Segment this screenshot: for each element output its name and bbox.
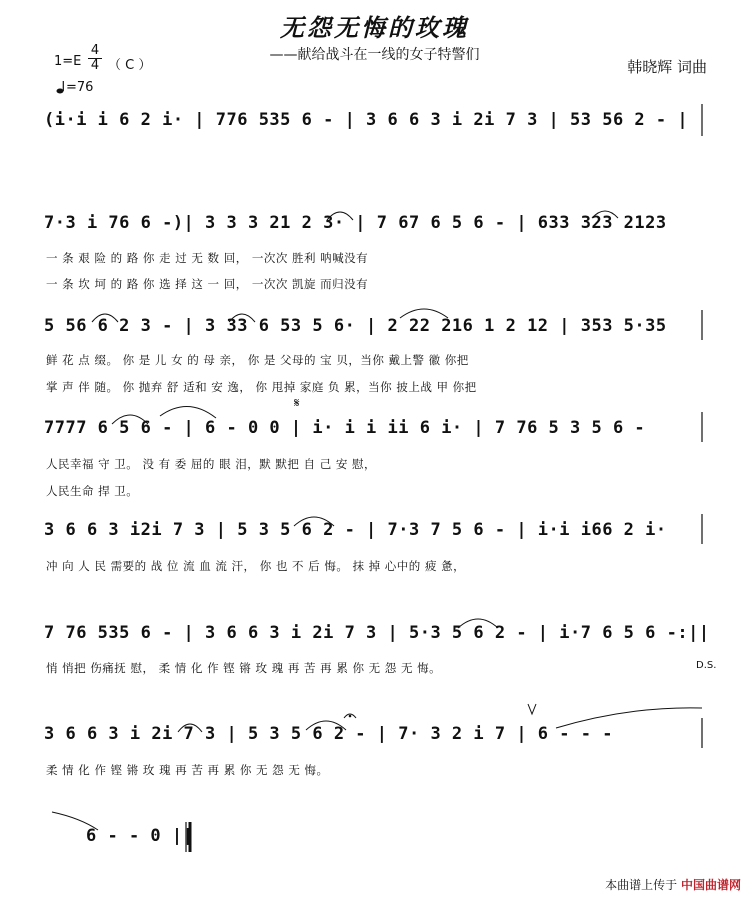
score-row-1: (i·i i 6 2 i· | 776 535 6 - | 3 6 6 3 i 2i 7 3 | 53 56 2 - |	[44, 110, 689, 130]
song-subtitle: ——献给战斗在一线的女子特警们	[269, 47, 480, 63]
ds-marker: D.S.	[696, 660, 717, 671]
lyric-row-5: 冲 向 人 民 需要的 战 位 流 血 流 汗， 你 也 不 后 悔。 抹 掉 心中的 疲 惫，	[46, 559, 466, 573]
lyric-row-4b: 人民生命 捍 卫。	[46, 484, 139, 498]
score-row-5: 3 6 6 3 i2i 7 3 | 5 3 5 6 2 - | 7·3 7 5 6 - | i·i i66 2 i·	[44, 520, 667, 540]
lyric-row-6: 悄 悄把 伤痛抚 慰， 柔 情 化 作 铿 锵 玫 瑰 再 苦 再 累 你 无 怨 无 悔。	[46, 661, 442, 675]
key-signature: 1=E	[54, 54, 82, 69]
lyric-row-3a: 鲜 花 点 缀。 你 是 儿 女 的 母 亲， 你 是 父母的 宝 贝，当你 戴上警 徽 你把	[46, 353, 469, 367]
time-signature-top: 4	[90, 43, 100, 58]
score-row-7: 3 6 6 3 i 2i 7 3 | 5 3 5 6 2 - | 7· 3 2 i 7 | 6 - - -	[44, 724, 613, 744]
lyric-row-4a: 人民幸福 守 卫。 没 有 委 屈的 眼 泪，默 默把 自 己 安 慰，	[46, 457, 377, 471]
site-logo[interactable]: 中国曲谱网	[680, 878, 741, 892]
key-name: （ C ）	[108, 58, 152, 73]
author-credit: 韩晓辉 词曲	[627, 58, 707, 76]
score-row-4: 7777 6 5 6 - | 6 - 0 0 | i· i i ii 6 i· | 7 76 5 3 5 6 -	[44, 418, 646, 438]
time-signature-bottom: 4	[88, 58, 102, 73]
lyric-row-2a: 一 条 艰 险 的 路 你 走 过 无 数 回， 一次次 胜利 呐喊没有	[46, 251, 369, 265]
score-row-8: 6 - - 0 ||	[86, 826, 194, 846]
song-title: 无怨无悔的玫瑰	[280, 13, 469, 42]
segno-sign: 𝄋	[294, 396, 300, 411]
score-row-3: 5 56 6 2 3 - | 3 33 6 53 5 6· | 2 22 216 1 2 12 | 353 5·35	[44, 316, 667, 336]
footer-credit	[605, 876, 741, 893]
lyric-row-3b: 掌 声 伴 随。 你 抛弃 舒 适和 安 逸， 你 甩掉 家庭 负 累，当你 披上战 甲 你把	[46, 380, 477, 394]
lyric-row-7: 柔 情 化 作 铿 锵 玫 瑰 再 苦 再 累 你 无 怨 无 悔。	[46, 763, 329, 777]
score-row-6: 7 76 535 6 - | 3 6 6 3 i 2i 7 3 | 5·3 5 6 2 - | i·7 6 5 6 -:||	[44, 623, 710, 643]
tempo-marking: =76	[66, 80, 94, 95]
footer-prefix: 本曲谱上传于	[605, 878, 678, 892]
score-row-2: 7·3 i 76 6 -)| 3 3 3 21 2 3· | 7 67 6 5 6 - | 633 323 2123	[44, 213, 667, 233]
lyric-row-2b: 一 条 坎 坷 的 路 你 选 择 这 一 回， 一次次 凯旋 而归没有	[46, 277, 369, 291]
